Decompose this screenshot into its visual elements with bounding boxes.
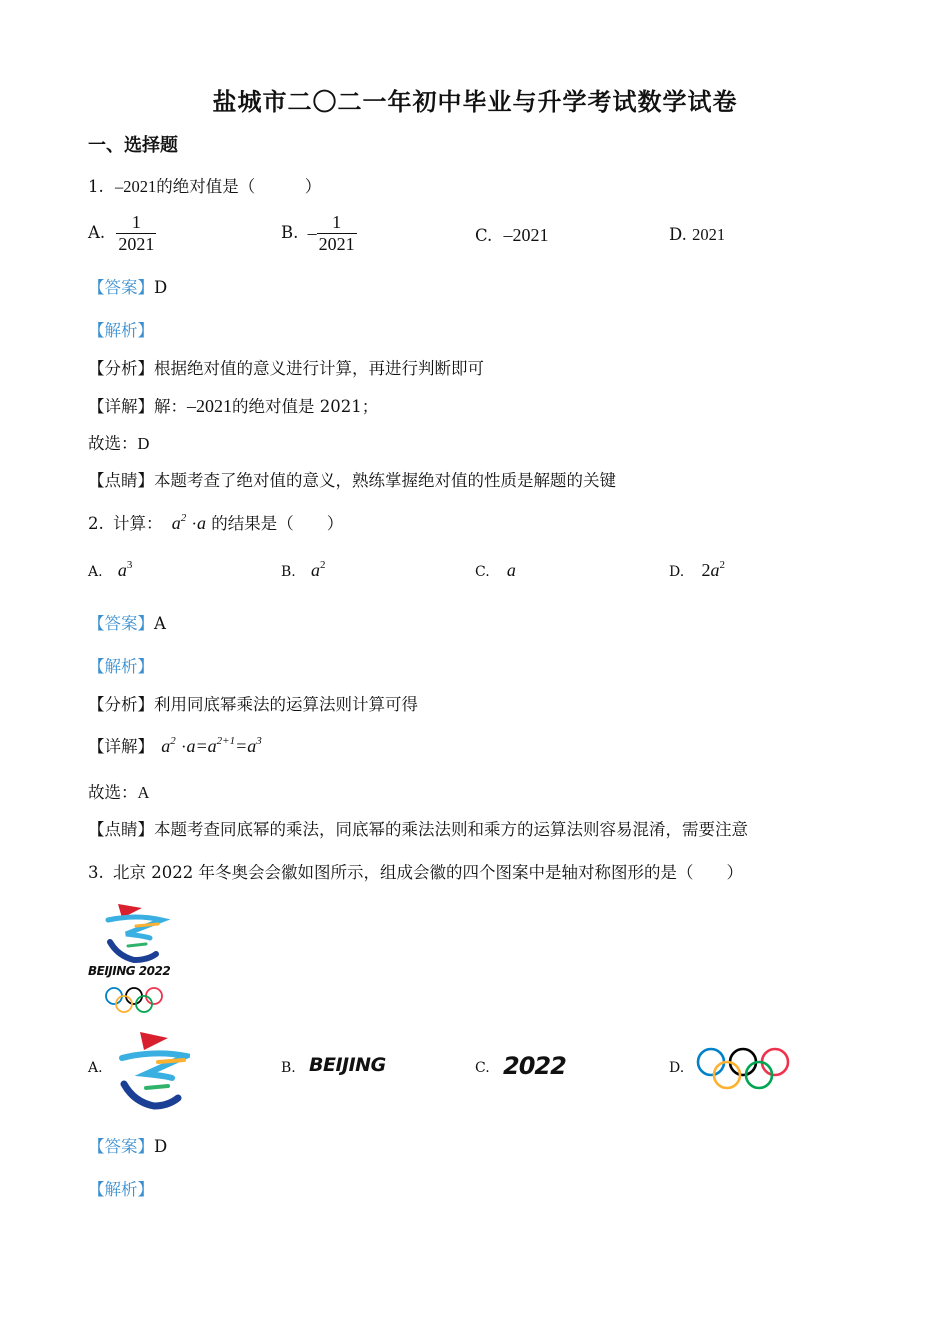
choose-label: 故选： bbox=[88, 783, 138, 802]
math-dot: · bbox=[191, 514, 197, 533]
math-exponent: 2 bbox=[320, 559, 326, 571]
comment-text: 本题考查同底幂的乘法，同底幂的乘法法则和乘方的运算法则容易混淆，需要注意 bbox=[154, 820, 748, 839]
option-label: D. bbox=[669, 564, 685, 580]
ring-red bbox=[146, 988, 162, 1004]
q1-comment bbox=[88, 467, 616, 491]
option-label: B. bbox=[281, 564, 296, 580]
math-exponent: 2+1 bbox=[216, 735, 236, 747]
q2-analysis-header: 【解析】 bbox=[88, 657, 154, 676]
math-base: a bbox=[171, 513, 181, 533]
emblem-blue-stroke bbox=[108, 917, 162, 938]
math-expression: =a bbox=[235, 736, 257, 756]
detail-prefix: 解： bbox=[154, 397, 187, 416]
question-text: 的结果是（ ） bbox=[211, 514, 344, 533]
emblem-graphic bbox=[106, 1028, 190, 1112]
ring-blue bbox=[698, 1049, 724, 1075]
choose-label: 故选： bbox=[88, 434, 138, 453]
question-text: 北京 2022 年冬奥会会徽如图所示，组成会徽的四个图案中是轴对称图形的是（ ） bbox=[113, 863, 743, 882]
analysis-label: 【分析】 bbox=[88, 359, 154, 378]
q3-option-d-label[interactable]: D. bbox=[669, 1060, 685, 1076]
q3-answer bbox=[88, 1133, 167, 1157]
answer-label: 【答案】 bbox=[88, 1137, 154, 1156]
fraction-numerator: 1 bbox=[131, 212, 141, 232]
q2-choose bbox=[88, 779, 149, 803]
math-exponent: 2 bbox=[180, 512, 187, 524]
choose-value: D bbox=[137, 434, 150, 453]
emblem-red-stroke bbox=[140, 1032, 168, 1050]
detail-text: 的绝对值是 2021； bbox=[232, 397, 379, 416]
math-exponent: 2 bbox=[719, 559, 725, 571]
math-expression: a=a bbox=[186, 736, 217, 756]
ring-black bbox=[126, 988, 142, 1004]
answer-label: 【答案】 bbox=[88, 614, 154, 633]
q1-analysis bbox=[88, 355, 484, 379]
question-expression: –2021 bbox=[115, 177, 157, 196]
answer-value: D bbox=[154, 1137, 168, 1156]
emblem-blue-stroke bbox=[122, 1053, 186, 1078]
math-exponent: 3 bbox=[126, 559, 133, 571]
olympic-rings bbox=[695, 1046, 791, 1092]
q2-detail bbox=[88, 733, 262, 757]
q3-option-c-label[interactable]: C. bbox=[475, 1060, 490, 1076]
q3-option-d-image[interactable] bbox=[695, 1046, 791, 1096]
fraction-numerator: 1 bbox=[332, 212, 342, 232]
q3-analysis-header: 【解析】 bbox=[88, 1180, 154, 1199]
option-label: D. bbox=[669, 225, 687, 244]
ring-green bbox=[746, 1062, 772, 1088]
q2-analysis bbox=[88, 691, 418, 715]
question-1 bbox=[88, 173, 321, 197]
q3-option-c-image[interactable]: 2022 bbox=[503, 1052, 566, 1080]
q1-detail bbox=[88, 393, 378, 417]
detail-label: 【详解】 bbox=[88, 397, 154, 416]
q1-analysis-header: 【解析】 bbox=[88, 321, 154, 340]
q2-option-a[interactable] bbox=[88, 560, 132, 581]
detail-expression: –2021 bbox=[187, 396, 232, 416]
q2-option-c[interactable] bbox=[475, 560, 516, 581]
olympic-rings-small bbox=[104, 986, 164, 1014]
math-base: a bbox=[710, 560, 720, 580]
q3-option-b-label[interactable]: B. bbox=[281, 1060, 296, 1076]
q3-option-b-image[interactable]: BEIJING bbox=[309, 1054, 386, 1076]
question-prefix: 计算： bbox=[113, 514, 163, 533]
option-label: C. bbox=[475, 564, 490, 580]
answer-value: D bbox=[154, 278, 168, 297]
comment-label: 【点睛】 bbox=[88, 820, 154, 839]
q2-answer bbox=[88, 610, 166, 634]
question-text: 的绝对值是（ ） bbox=[156, 177, 322, 196]
fraction bbox=[317, 212, 357, 255]
emblem-green-stroke bbox=[128, 944, 146, 946]
math-coefficient: 2 bbox=[701, 560, 711, 580]
math-dot: · bbox=[181, 737, 187, 756]
answer-label: 【答案】 bbox=[88, 278, 154, 297]
choose-value: A bbox=[137, 783, 150, 802]
detail-label: 【详解】 bbox=[88, 737, 154, 756]
olympic-emblem bbox=[88, 898, 188, 1016]
math-exponent: 3 bbox=[256, 735, 262, 747]
page-title: 盐城市二〇二一年初中毕业与升学考试数学试卷 bbox=[212, 87, 738, 116]
question-number: 3. bbox=[88, 863, 104, 882]
analysis-text: 根据绝对值的意义进行计算，再进行判断即可 bbox=[154, 359, 484, 378]
fraction-denominator: 2021 bbox=[318, 234, 355, 254]
math-base: a bbox=[117, 560, 127, 580]
question-3 bbox=[88, 859, 743, 883]
question-2 bbox=[88, 510, 343, 534]
emblem-text: BEIJING 2022 bbox=[88, 964, 171, 978]
ring-blue bbox=[106, 988, 122, 1004]
fraction bbox=[116, 212, 156, 255]
math-base: a bbox=[197, 513, 206, 533]
analysis-label: 【分析】 bbox=[88, 695, 154, 714]
option-label: A. bbox=[88, 223, 106, 242]
q1-option-d[interactable] bbox=[669, 225, 725, 245]
option-label: B. bbox=[281, 223, 299, 242]
emblem-yellow-stroke bbox=[158, 1060, 184, 1062]
q2-option-b[interactable] bbox=[281, 560, 326, 581]
q3-option-a-image[interactable] bbox=[106, 1028, 190, 1112]
q1-answer bbox=[88, 274, 167, 298]
option-label: C. bbox=[475, 226, 493, 245]
ring-green bbox=[136, 996, 152, 1012]
q1-option-c[interactable] bbox=[475, 225, 549, 246]
comment-text: 本题考查了绝对值的意义，熟练掌握绝对值的性质是解题的关键 bbox=[154, 471, 616, 490]
emblem-yellow-stroke bbox=[136, 924, 158, 926]
q2-option-d[interactable] bbox=[669, 560, 725, 581]
q1-option-a[interactable] bbox=[88, 212, 156, 255]
question-number: 1. bbox=[88, 177, 104, 196]
ring-yellow bbox=[116, 996, 132, 1012]
comment-label: 【点睛】 bbox=[88, 471, 154, 490]
analysis-text: 利用同底幂乘法的运算法则计算可得 bbox=[154, 695, 418, 714]
section-heading: 一、选择题 bbox=[88, 135, 178, 156]
q3-option-a-label[interactable]: A. bbox=[88, 1060, 103, 1076]
option-label: A. bbox=[88, 564, 103, 580]
ring-red bbox=[762, 1049, 788, 1075]
emblem-green-stroke bbox=[146, 1086, 168, 1088]
q2-comment bbox=[88, 816, 748, 840]
q1-choose bbox=[88, 430, 149, 454]
math-base: a bbox=[161, 736, 171, 756]
math-base: a bbox=[311, 560, 320, 580]
minus-sign: – bbox=[307, 223, 317, 243]
math-exponent: 2 bbox=[170, 735, 176, 747]
answer-value: A bbox=[154, 614, 166, 633]
math-base: a bbox=[506, 560, 516, 580]
ring-black bbox=[730, 1049, 756, 1075]
option-value: 2021 bbox=[692, 225, 726, 244]
fraction-denominator: 2021 bbox=[118, 234, 155, 254]
question-number: 2. bbox=[88, 514, 104, 533]
ring-yellow bbox=[714, 1062, 740, 1088]
q1-option-b[interactable] bbox=[281, 212, 357, 255]
option-value: –2021 bbox=[503, 225, 549, 245]
